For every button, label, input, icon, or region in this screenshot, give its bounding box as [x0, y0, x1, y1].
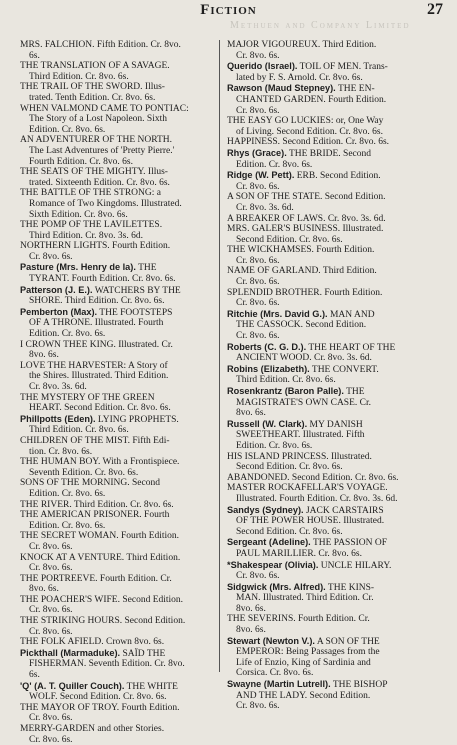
- entry-line: THE BATTLE OF THE STRONG: a: [20, 188, 161, 199]
- catalogue-entry: [20, 703, 216, 724]
- catalogue-entry: [20, 262, 216, 284]
- entry-line: THE SEATS OF THE MIGHTY. Illus-: [20, 167, 168, 178]
- catalogue-entry: [20, 361, 216, 393]
- entry-line: HIS ISLAND PRINCESS. Illustrated.: [227, 451, 372, 462]
- entry-line: FISHERMAN. Seventh Edition. Cr. 8vo.: [29, 659, 185, 670]
- entry-line: WHEN VALMOND CAME TO PONTIAC:: [20, 103, 189, 114]
- entry-line: THE TRAIL OF THE SWORD. Illus-: [20, 82, 165, 93]
- entry-line: Cr. 8vo. 6s.: [29, 626, 73, 637]
- entry-line: THE MAYOR OF TROY. Fourth Edition.: [20, 702, 180, 713]
- catalogue-entry: [20, 510, 216, 531]
- catalogue-entry: [20, 616, 216, 637]
- entry-line: Second Edition. Cr. 8vo. 6s.: [236, 526, 343, 537]
- entry-line: 8vo. 6s.: [236, 408, 266, 419]
- catalogue-entry: [227, 636, 440, 679]
- catalogue-entry: [227, 473, 440, 484]
- entry-line: Romance of Two Kingdoms. Illustrated.: [29, 198, 182, 209]
- catalogue-entry: [20, 167, 216, 188]
- column-divider: [219, 40, 220, 672]
- catalogue-entry: [20, 241, 216, 262]
- author-name: Phillpotts (Eden).: [20, 413, 96, 424]
- catalogue-entry: [20, 574, 216, 595]
- entry-line: Third Edition. Cr. 8vo. 6s.: [29, 425, 129, 436]
- entry-line: NAME OF GARLAND. Third Edition.: [227, 266, 377, 277]
- entry-line: Sidgwick (Mrs. Alfred). THE KINS-: [227, 581, 375, 593]
- catalogue-entry: [227, 505, 440, 538]
- entry-line: Pickthall (Marmaduke). SAÏD THE: [20, 647, 166, 659]
- entry-line: Cr. 8vo. 3s. 6d.: [29, 382, 87, 392]
- entry-line: tion. Cr. 8vo. 6s.: [29, 446, 93, 457]
- entry-line: 6s.: [29, 670, 40, 681]
- author-name: Querido (Israel).: [227, 61, 298, 72]
- entry-line: CHANTED GARDEN. Fourth Edition.: [236, 94, 387, 105]
- entry-line: Russell (W. Clark). MY DANISH: [227, 418, 363, 430]
- catalogue-entry: [20, 553, 216, 574]
- entry-line: Edition. Cr. 8vo. 6s.: [236, 440, 313, 451]
- entry-line: 8vo. 6s.: [29, 350, 59, 361]
- catalogue-entry: [227, 192, 440, 213]
- entry-line: THE MYSTERY OF THE GREEN: [20, 392, 155, 403]
- author-name: Rosenkrantz (Baron Palle).: [227, 386, 344, 396]
- entry-line: Cr. 8vo. 6s.: [29, 563, 73, 574]
- catalogue-entry: [20, 414, 216, 436]
- entry-line: A BREAKER OF LAWS. Cr. 8vo. 3s. 6d.: [227, 213, 386, 224]
- catalogue-entry: [227, 266, 440, 287]
- entry-line: ABANDONED. Second Edition. Cr. 8vo. 6s.: [227, 472, 399, 483]
- author-name: *Shakespear (Olivia).: [227, 559, 319, 570]
- author-name: Sidgwick (Mrs. Alfred).: [227, 581, 326, 592]
- catalogue-entry: [20, 104, 216, 136]
- catalogue-entry: [227, 170, 440, 192]
- catalogue-entry: [227, 245, 440, 266]
- entry-line: Corsica. Cr. 8vo. 6s.: [236, 668, 314, 679]
- entry-line: Cr. 8vo. 6s.: [236, 331, 280, 342]
- author-name: Russell (W. Clark).: [227, 418, 308, 429]
- entry-line: Sandys (Sydney). JACK CARSTAIRS: [227, 504, 384, 516]
- entry-line: Stewart (Newton V.). A SON OF THE: [227, 635, 380, 647]
- entry-line: TYRANT. Fourth Edition. Cr. 8vo. 6s.: [29, 274, 176, 285]
- entry-line: Illustrated. Fourth Edition. Cr. 8vo. 3s. 6d.: [236, 493, 398, 504]
- author-name: Stewart (Newton V.).: [227, 635, 315, 646]
- entry-line: WOLF. Second Edition. Cr. 8vo. 6s.: [29, 692, 167, 703]
- entry-line: EMPEROR: Being Passages from the: [236, 647, 380, 658]
- entry-line: Third Edition. Cr. 8vo. 3s. 6d.: [29, 230, 143, 241]
- entry-line: 'Q' (A. T. Quiller Couch). THE WHITE: [20, 680, 178, 692]
- entry-line: Cr. 8vo. 6s.: [29, 251, 73, 262]
- entry-line: Ritchie (Mrs. David G.). MAN AND: [227, 308, 375, 320]
- catalogue-entry: [227, 679, 440, 712]
- entry-line: Cr. 8vo. 6s.: [236, 277, 280, 288]
- entry-line: NORTHERN LIGHTS. Fourth Edition.: [20, 241, 171, 252]
- author-name: Rhys (Grace).: [227, 147, 287, 158]
- entry-line: AN ADVENTURER OF THE NORTH.: [20, 135, 173, 146]
- entry-line: Phillpotts (Eden). LYING PROPHETS.: [20, 413, 179, 425]
- entry-line: The Last Adventures of 'Pretty Pierre.': [29, 145, 175, 156]
- entry-line: PAUL MARILLIER. Cr. 8vo. 6s.: [236, 548, 362, 559]
- entry-line: MAN. Illustrated. Third Edition. Cr.: [236, 593, 374, 604]
- entry-line: Third Edition. Cr. 8vo. 6s.: [29, 71, 129, 82]
- entry-line: Edition. Cr. 8vo. 6s.: [29, 488, 106, 499]
- catalogue-entry: [227, 224, 440, 245]
- catalogue-entry: [227, 614, 440, 635]
- catalogue-entry: [20, 61, 216, 82]
- catalogue-entry: [227, 83, 440, 116]
- entry-line: THE TRANSLATION OF A SAVAGE.: [20, 61, 170, 72]
- catalogue-entry: [20, 307, 216, 340]
- entry-line: MRS. FALCHION. Fifth Edition. Cr. 8vo.: [20, 40, 181, 50]
- entry-line: lated by F. S. Arnold. Cr. 8vo. 6s.: [236, 72, 363, 83]
- catalogue-entry: [20, 393, 216, 414]
- catalogue-entry: [227, 309, 440, 342]
- entry-line: Swayne (Martin Lutrell). THE BISHOP: [227, 679, 388, 691]
- catalogue-entry: [227, 214, 440, 225]
- entry-line: Cr. 8vo. 3s. 6d.: [236, 202, 294, 213]
- catalogue-entry: [20, 40, 216, 61]
- entry-line: ANCIENT WOOD. Cr. 8vo. 3s. 6d.: [236, 353, 372, 364]
- entry-line: THE WICKHAMSES. Fourth Edition.: [227, 245, 375, 256]
- entry-line: Edition. Cr. 8vo. 6s.: [29, 520, 106, 531]
- entry-line: AND THE LADY. Second Edition.: [236, 690, 371, 701]
- catalogue-entry: [227, 582, 440, 615]
- author-name: Sergeant (Adeline).: [227, 537, 311, 548]
- page-number: 27: [427, 1, 443, 18]
- entry-line: Robins (Elizabeth). THE CONVERT.: [227, 363, 379, 375]
- page-title: Fiction: [200, 2, 257, 18]
- catalogue-entry: [20, 648, 216, 681]
- entry-line: THE CASSOCK. Second Edition.: [236, 320, 367, 331]
- entry-line: 8vo. 6s.: [29, 584, 59, 595]
- entry-line: A SON OF THE STATE. Second Edition.: [227, 192, 386, 203]
- entry-line: 8vo. 6s.: [236, 625, 266, 636]
- entry-line: Edition. Cr. 8vo. 6s.: [29, 124, 106, 135]
- entry-line: SONS OF THE MORNING. Second: [20, 478, 160, 489]
- catalogue-entry: [227, 40, 440, 61]
- catalogue-entry: [227, 386, 440, 419]
- entry-line: SPLENDID BROTHER. Fourth Edition.: [227, 287, 383, 298]
- entry-line: of Living. Second Edition. Cr. 8vo. 6s.: [236, 126, 383, 137]
- catalogue-entry: [227, 137, 440, 148]
- entry-line: Seventh Edition. Cr. 8vo. 6s.: [29, 467, 139, 478]
- entry-line: THE SEVERINS. Fourth Edition. Cr.: [227, 614, 370, 625]
- catalogue-entry: [20, 500, 216, 511]
- entry-line: MERRY-GARDEN and other Stories.: [20, 724, 165, 734]
- entry-line: Cr. 8vo. 6s.: [29, 713, 73, 724]
- entry-line: Cr. 8vo. 6s.: [29, 734, 73, 745]
- entry-line: THE SECRET WOMAN. Fourth Edition.: [20, 531, 180, 542]
- entry-line: 8vo. 6s.: [236, 603, 266, 614]
- catalogue-entry: [227, 148, 440, 170]
- catalogue-entry: [20, 531, 216, 552]
- catalogue-entry: [20, 595, 216, 616]
- entry-line: Patterson (J. E.). WATCHERS BY THE: [20, 284, 181, 296]
- entry-line: THE RIVER. Third Edition. Cr. 8vo. 6s.: [20, 499, 174, 510]
- catalogue-entry: [20, 188, 216, 220]
- entry-line: I CROWN THEE KING. Illustrated. Cr.: [20, 339, 173, 350]
- entry-line: Edition. Cr. 8vo. 6s.: [236, 159, 313, 170]
- entry-line: OF A THRONE. Illustrated. Fourth: [29, 318, 164, 329]
- author-name: Rawson (Maud Stepney).: [227, 83, 336, 94]
- entry-line: Rawson (Maud Stepney). THE EN-: [227, 83, 375, 95]
- entry-line: trated. Tenth Edition. Cr. 8vo. 6s.: [29, 92, 156, 103]
- author-name: Pasture (Mrs. Henry de la).: [20, 262, 136, 273]
- entry-line: THE AMERICAN PRISONER. Fourth: [20, 510, 170, 521]
- entry-line: Cr. 8vo. 6s.: [236, 701, 280, 712]
- catalogue-entry: [20, 436, 216, 457]
- catalogue-entry: [20, 135, 216, 167]
- catalogue-entry: [20, 637, 216, 648]
- entry-line: OF THE POWER HOUSE. Illustrated.: [236, 516, 385, 527]
- author-name: Ridge (W. Pett).: [227, 170, 295, 181]
- entry-line: 6s.: [29, 50, 40, 61]
- catalogue-entry: [20, 457, 216, 478]
- entry-line: HAPPINESS. Second Edition. Cr. 8vo. 6s.: [227, 137, 390, 148]
- author-name: Pickthall (Marmaduke).: [20, 647, 121, 658]
- author-name: Patterson (J. E.).: [20, 284, 93, 295]
- entry-line: LOVE THE HARVESTER: A Story of: [20, 360, 168, 371]
- catalogue-entry: [20, 285, 216, 307]
- entry-line: Fourth Edition. Cr. 8vo. 6s.: [29, 156, 133, 167]
- catalogue-entry: [227, 364, 440, 386]
- entry-line: *Shakespear (Olivia). UNCLE HILARY.: [227, 559, 392, 571]
- entry-line: Cr. 8vo. 6s.: [236, 105, 280, 116]
- entry-line: KNOCK AT A VENTURE. Third Edition.: [20, 552, 181, 563]
- entry-line: THE HUMAN BOY. With a Frontispiece.: [20, 457, 180, 468]
- entry-line: Life of Enzio, King of Sardinia and: [236, 657, 371, 668]
- catalogue-entry: [20, 681, 216, 703]
- entry-line: Sixth Edition. Cr. 8vo. 6s.: [29, 209, 128, 220]
- entry-line: THE STRIKING HOURS. Second Edition.: [20, 616, 186, 627]
- page-header: [0, 0, 457, 31]
- catalogue-entry: [227, 116, 440, 137]
- entry-line: MASTER ROCKAFELLAR'S VOYAGE.: [227, 483, 388, 494]
- entry-line: Pasture (Mrs. Henry de la). THE: [20, 262, 157, 274]
- catalogue-entry: [20, 340, 216, 361]
- entry-line: MAJOR VIGOUREUX. Third Edition.: [227, 40, 377, 50]
- author-name: Ritchie (Mrs. David G.).: [227, 308, 328, 319]
- author-name: Pemberton (Max).: [20, 306, 98, 317]
- author-name: Robins (Elizabeth).: [227, 363, 310, 374]
- entry-line: SWEETHEART. Illustrated. Fifth: [236, 430, 365, 441]
- entry-line: SHORE. Third Edition. Cr. 8vo. 6s.: [29, 296, 165, 307]
- entry-line: MRS. GALER'S BUSINESS. Illustrated.: [227, 224, 384, 235]
- entry-line: Cr. 8vo. 6s.: [236, 298, 280, 309]
- entry-line: Roberts (C. G. D.). THE HEART OF THE: [227, 341, 396, 353]
- author-name: Swayne (Martin Lutrell).: [227, 679, 331, 690]
- entry-line: Cr. 8vo. 6s.: [29, 541, 73, 552]
- entry-line: the Shires. Illustrated. Third Edition.: [29, 371, 169, 382]
- catalogue-entry: [227, 452, 440, 473]
- entry-line: THE POACHER'S WIFE. Second Edition.: [20, 594, 184, 605]
- entry-line: CHILDREN OF THE MIST. Fifth Edi-: [20, 435, 170, 446]
- entry-line: Cr. 8vo. 6s.: [236, 50, 280, 61]
- entry-line: Cr. 8vo. 6s.: [236, 571, 280, 582]
- entry-line: Rosenkrantz (Baron Palle). THE: [227, 386, 365, 397]
- entry-line: Sergeant (Adeline). THE PASSION OF: [227, 537, 388, 549]
- entry-line: Cr. 8vo. 6s.: [29, 605, 73, 616]
- entry-line: trated. Sixteenth Edition. Cr. 8vo. 6s.: [29, 177, 170, 188]
- entry-line: Third Edition. Cr. 8vo. 6s.: [236, 375, 336, 386]
- catalogue-entry: [227, 537, 440, 559]
- right-column: [227, 40, 440, 712]
- entry-line: Edition. Cr. 8vo. 6s.: [29, 329, 106, 340]
- author-name: 'Q' (A. T. Quiller Couch).: [20, 680, 125, 691]
- catalogue-entry: [20, 724, 216, 745]
- catalogue-entry: [227, 483, 440, 504]
- catalogue-entry: [20, 478, 216, 499]
- entry-line: THE EASY GO LUCKIES: or, One Way: [227, 116, 384, 127]
- entry-line: The Story of a Lost Napoleon. Sixth: [29, 114, 167, 125]
- catalogue-entry: [227, 288, 440, 309]
- catalogue-entry: [227, 560, 440, 582]
- entry-line: Querido (Israel). TOIL OF MEN. Trans-: [227, 61, 388, 73]
- catalogue-entry: [227, 419, 440, 452]
- bleed-through-text: Methuen and Company Limited: [230, 20, 411, 31]
- author-name: Sandys (Sydney).: [227, 504, 304, 515]
- entry-line: THE PORTREEVE. Fourth Edition. Cr.: [20, 573, 172, 584]
- entry-line: THE POMP OF THE LAVILETTES.: [20, 220, 163, 231]
- entry-line: Cr. 8vo. 6s.: [236, 255, 280, 266]
- left-column: [20, 40, 216, 745]
- entry-line: MAGISTRATE'S OWN CASE. Cr.: [236, 397, 371, 408]
- entry-line: Cr. 8vo. 6s.: [236, 181, 280, 192]
- entry-line: Ridge (W. Pett). ERB. Second Edition.: [227, 170, 381, 182]
- entry-line: Pemberton (Max). THE FOOTSTEPS: [20, 306, 173, 318]
- catalogue-entry: [20, 220, 216, 241]
- catalogue-entry: [20, 82, 216, 103]
- catalogue-entry: [227, 61, 440, 83]
- entry-line: Rhys (Grace). THE BRIDE. Second: [227, 147, 372, 159]
- catalogue-entry: [227, 342, 440, 364]
- author-name: Roberts (C. G. D.).: [227, 341, 307, 352]
- entry-line: Second Edition. Cr. 8vo. 6s.: [236, 462, 343, 473]
- entry-line: HEART. Second Edition. Cr. 8vo. 6s.: [29, 403, 171, 414]
- entry-line: THE FOLK AFIELD. Crown 8vo. 6s.: [20, 637, 165, 648]
- entry-line: Second Edition. Cr. 8vo. 6s.: [236, 234, 343, 245]
